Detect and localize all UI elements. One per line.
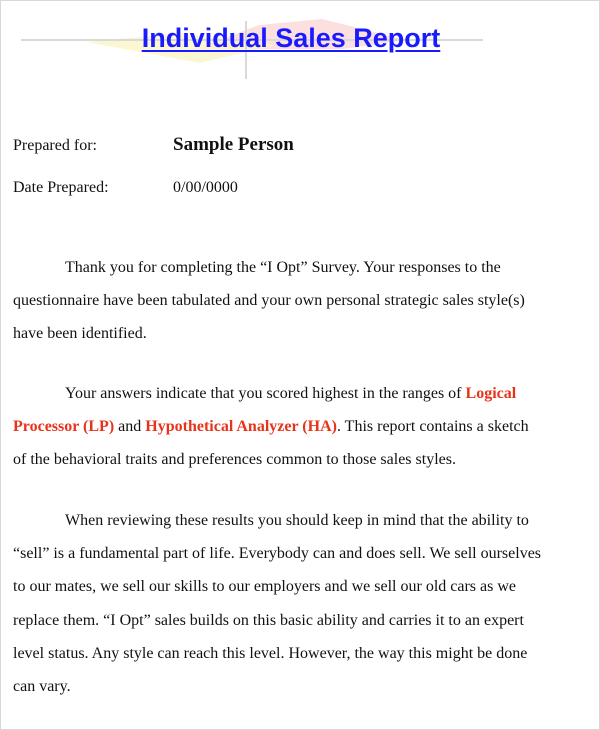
text-run: questionnaire have been tabulated and your own personal strategic sales style(s)	[13, 292, 525, 310]
prepared-for-value: Sample Person	[173, 134, 294, 155]
text-run: and	[114, 418, 146, 436]
text-run: level status. Any style can reach this level. However, the way this might be done	[13, 644, 528, 662]
highlighted-term: Hypothetical Analyzer (HA)	[145, 418, 337, 436]
text-run: of the behavioral traits and preferences common to those sales styles.	[13, 451, 456, 469]
text-run: “sell” is a fundamental part of life. Everybody can and does sell. We sell ourselves	[13, 545, 542, 563]
date-prepared-label: Date Prepared:	[13, 179, 109, 196]
text-run: . This report contains a sketch	[336, 418, 529, 436]
paragraph-line	[13, 612, 524, 630]
text-run: Your answers indicate that you scored highest in the ranges of	[65, 385, 466, 402]
text-run: to our mates, we sell our skills to our employers and we sell our old cars as we	[13, 578, 516, 596]
paragraph-line	[13, 292, 525, 310]
paragraph-line	[65, 259, 501, 277]
text-run: Thank you for completing the “I Opt” Survey. Your responses to the	[65, 259, 501, 276]
paragraph-line	[13, 645, 527, 663]
paragraph-line	[65, 512, 529, 530]
text-run: have been identified.	[13, 325, 147, 343]
paragraph-line	[65, 385, 516, 403]
paragraph-line	[13, 678, 71, 696]
text-run: can vary.	[13, 678, 71, 695]
paragraph-line	[13, 578, 516, 596]
paragraph-line	[13, 545, 541, 563]
paragraph-line	[13, 451, 456, 469]
report-title: Individual Sales Report	[141, 23, 441, 53]
paragraph-line	[13, 325, 147, 343]
prepared-for-label: Prepared for:	[13, 137, 97, 154]
text-run: When reviewing these results you should keep in mind that the ability to	[65, 512, 529, 529]
date-prepared-value: 0/00/0000	[173, 179, 238, 196]
highlighted-term: Processor (LP)	[13, 418, 115, 436]
text-run: replace them. “I Opt” sales builds on this basic ability and carries it to an expert	[13, 611, 524, 629]
highlighted-term: Logical	[465, 385, 517, 402]
paragraph-line	[13, 418, 529, 436]
